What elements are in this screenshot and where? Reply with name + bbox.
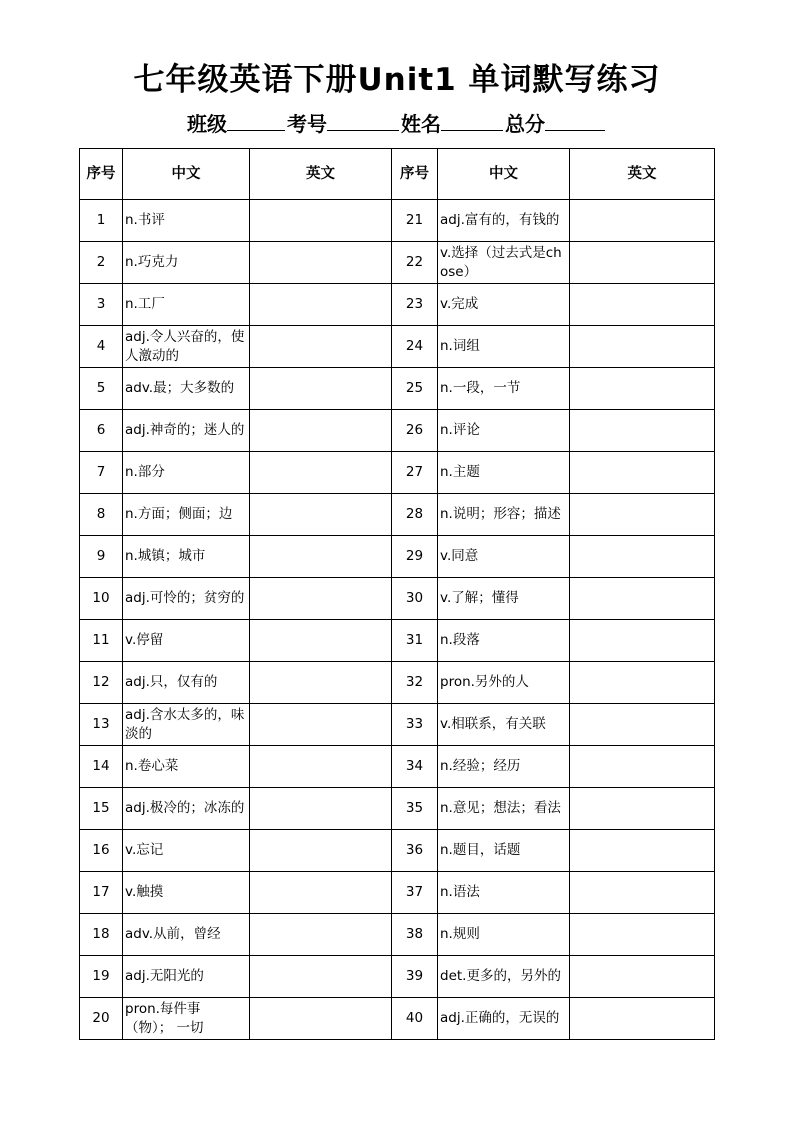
row-english-answer-left[interactable] (250, 998, 392, 1040)
row-chinese-left: n.部分 (123, 452, 250, 494)
row-english-answer-left[interactable] (250, 326, 392, 368)
row-number-right: 25 (392, 368, 438, 410)
row-chinese-left: n.书评 (123, 200, 250, 242)
row-number-right: 35 (392, 788, 438, 830)
row-english-answer-right[interactable] (570, 998, 715, 1040)
row-number-left: 9 (80, 536, 123, 578)
row-english-answer-right[interactable] (570, 704, 715, 746)
table-header-row (80, 149, 715, 200)
table-row (80, 872, 715, 914)
row-english-answer-right[interactable] (570, 914, 715, 956)
row-english-answer-left[interactable] (250, 242, 392, 284)
header-chinese-left: 中文 (123, 149, 250, 200)
row-chinese-right: n.经验；经历 (438, 746, 570, 788)
row-english-answer-left[interactable] (250, 620, 392, 662)
table-row (80, 536, 715, 578)
row-number-right: 22 (392, 242, 438, 284)
header-english-left: 英文 (250, 149, 392, 200)
row-english-answer-left[interactable] (250, 536, 392, 578)
row-number-left: 12 (80, 662, 123, 704)
row-number-right: 24 (392, 326, 438, 368)
row-english-answer-right[interactable] (570, 284, 715, 326)
row-number-right: 33 (392, 704, 438, 746)
row-english-answer-right[interactable] (570, 368, 715, 410)
class-label: 班级 (187, 112, 227, 136)
row-number-left: 17 (80, 872, 123, 914)
row-chinese-right: n.意见；想法；看法 (438, 788, 570, 830)
vocabulary-table (79, 148, 715, 1040)
exam-no-label: 考号 (287, 112, 327, 136)
row-number-left: 3 (80, 284, 123, 326)
row-number-right: 36 (392, 830, 438, 872)
row-chinese-right: adj.富有的，有钱的 (438, 200, 570, 242)
row-chinese-left: n.城镇；城市 (123, 536, 250, 578)
table-row (80, 284, 715, 326)
row-chinese-left: adj.极冷的；冰冻的 (123, 788, 250, 830)
header-chinese-right: 中文 (438, 149, 570, 200)
row-number-right: 31 (392, 620, 438, 662)
row-chinese-left: adj.令人兴奋的，使人激动的 (123, 326, 250, 368)
row-chinese-right: n.题目，话题 (438, 830, 570, 872)
row-english-answer-left[interactable] (250, 368, 392, 410)
row-english-answer-left[interactable] (250, 200, 392, 242)
table-row (80, 956, 715, 998)
row-english-answer-left[interactable] (250, 914, 392, 956)
row-english-answer-left[interactable] (250, 494, 392, 536)
row-number-right: 39 (392, 956, 438, 998)
row-number-right: 37 (392, 872, 438, 914)
student-info-line (0, 108, 794, 140)
row-chinese-right: n.主题 (438, 452, 570, 494)
row-chinese-left: v.停留 (123, 620, 250, 662)
row-english-answer-left[interactable] (250, 452, 392, 494)
row-number-left: 14 (80, 746, 123, 788)
table-row (80, 998, 715, 1040)
table-row (80, 914, 715, 956)
row-number-right: 38 (392, 914, 438, 956)
row-chinese-right: v.完成 (438, 284, 570, 326)
row-chinese-left: adj.含水太多的，味淡的 (123, 704, 250, 746)
name-blank[interactable] (441, 108, 503, 131)
row-number-left: 5 (80, 368, 123, 410)
row-chinese-right: det.更多的，另外的 (438, 956, 570, 998)
exam-no-blank[interactable] (327, 108, 399, 131)
row-chinese-left: n.卷心菜 (123, 746, 250, 788)
row-english-answer-left[interactable] (250, 578, 392, 620)
row-english-answer-right[interactable] (570, 956, 715, 998)
table-row (80, 788, 715, 830)
row-english-answer-right[interactable] (570, 410, 715, 452)
row-number-right: 32 (392, 662, 438, 704)
row-chinese-left: adj.无阳光的 (123, 956, 250, 998)
row-english-answer-right[interactable] (570, 620, 715, 662)
row-chinese-right: v.选择（过去式是chose） (438, 242, 570, 284)
row-number-left: 10 (80, 578, 123, 620)
row-chinese-right: n.词组 (438, 326, 570, 368)
row-chinese-right: n.一段，一节 (438, 368, 570, 410)
header-number-right: 序号 (392, 149, 438, 200)
row-number-right: 23 (392, 284, 438, 326)
row-chinese-right: v.同意 (438, 536, 570, 578)
row-english-answer-left[interactable] (250, 662, 392, 704)
row-number-right: 21 (392, 200, 438, 242)
table-row (80, 452, 715, 494)
row-english-answer-left[interactable] (250, 788, 392, 830)
row-number-right: 28 (392, 494, 438, 536)
row-english-answer-right[interactable] (570, 830, 715, 872)
score-label: 总分 (505, 112, 545, 136)
row-number-right: 26 (392, 410, 438, 452)
table-row (80, 704, 715, 746)
row-chinese-right: n.段落 (438, 620, 570, 662)
row-number-right: 29 (392, 536, 438, 578)
row-number-left: 4 (80, 326, 123, 368)
row-number-left: 18 (80, 914, 123, 956)
row-chinese-right: n.评论 (438, 410, 570, 452)
row-chinese-left: n.工厂 (123, 284, 250, 326)
row-chinese-left: v.忘记 (123, 830, 250, 872)
row-chinese-left: adv.最；大多数的 (123, 368, 250, 410)
row-english-answer-right[interactable] (570, 746, 715, 788)
row-english-answer-right[interactable] (570, 326, 715, 368)
row-chinese-left: n.巧克力 (123, 242, 250, 284)
row-number-left: 16 (80, 830, 123, 872)
class-blank[interactable] (227, 108, 285, 131)
row-chinese-right: n.说明；形容；描述 (438, 494, 570, 536)
row-number-left: 13 (80, 704, 123, 746)
row-english-answer-left[interactable] (250, 872, 392, 914)
row-number-right: 34 (392, 746, 438, 788)
row-chinese-right: adj.正确的，无误的 (438, 998, 570, 1040)
table-row (80, 368, 715, 410)
row-chinese-left: adj.可怜的；贫穷的 (123, 578, 250, 620)
row-number-left: 8 (80, 494, 123, 536)
row-english-answer-right[interactable] (570, 452, 715, 494)
table-row (80, 578, 715, 620)
row-number-left: 1 (80, 200, 123, 242)
page-title: 七年级英语下册Unit1 单词默写练习 (133, 62, 661, 98)
row-number-left: 19 (80, 956, 123, 998)
row-number-right: 27 (392, 452, 438, 494)
row-chinese-left: adj.只，仅有的 (123, 662, 250, 704)
row-english-answer-left[interactable] (250, 830, 392, 872)
row-chinese-left: adv.从前，曾经 (123, 914, 250, 956)
table-row (80, 326, 715, 368)
row-number-left: 20 (80, 998, 123, 1040)
header-number-left: 序号 (80, 149, 123, 200)
table-row (80, 830, 715, 872)
table-row (80, 410, 715, 452)
row-english-answer-right[interactable] (570, 788, 715, 830)
row-number-right: 40 (392, 998, 438, 1040)
row-chinese-left: pron.每件事（物）； 一切 (123, 998, 250, 1040)
row-english-answer-right[interactable] (570, 578, 715, 620)
row-chinese-right: v.了解；懂得 (438, 578, 570, 620)
row-english-answer-right[interactable] (570, 536, 715, 578)
row-chinese-right: pron.另外的人 (438, 662, 570, 704)
row-english-answer-left[interactable] (250, 410, 392, 452)
table-row (80, 494, 715, 536)
row-chinese-right: n.语法 (438, 872, 570, 914)
row-english-answer-right[interactable] (570, 872, 715, 914)
row-number-left: 15 (80, 788, 123, 830)
name-label: 姓名 (401, 112, 441, 136)
row-english-answer-right[interactable] (570, 200, 715, 242)
table-row (80, 200, 715, 242)
row-number-right: 30 (392, 578, 438, 620)
table-row (80, 620, 715, 662)
score-blank[interactable] (545, 108, 605, 131)
row-english-answer-right[interactable] (570, 662, 715, 704)
row-english-answer-right[interactable] (570, 494, 715, 536)
row-english-answer-left[interactable] (250, 746, 392, 788)
row-english-answer-left[interactable] (250, 284, 392, 326)
table-row (80, 662, 715, 704)
row-number-left: 7 (80, 452, 123, 494)
row-number-left: 6 (80, 410, 123, 452)
row-english-answer-left[interactable] (250, 956, 392, 998)
row-chinese-left: n.方面；侧面；边 (123, 494, 250, 536)
row-chinese-right: v.相联系，有关联 (438, 704, 570, 746)
row-english-answer-left[interactable] (250, 704, 392, 746)
row-english-answer-right[interactable] (570, 242, 715, 284)
row-chinese-right: n.规则 (438, 914, 570, 956)
row-chinese-left: v.触摸 (123, 872, 250, 914)
table-row (80, 746, 715, 788)
row-number-left: 2 (80, 242, 123, 284)
table-row (80, 242, 715, 284)
row-chinese-left: adj.神奇的；迷人的 (123, 410, 250, 452)
header-english-right: 英文 (570, 149, 715, 200)
row-number-left: 11 (80, 620, 123, 662)
